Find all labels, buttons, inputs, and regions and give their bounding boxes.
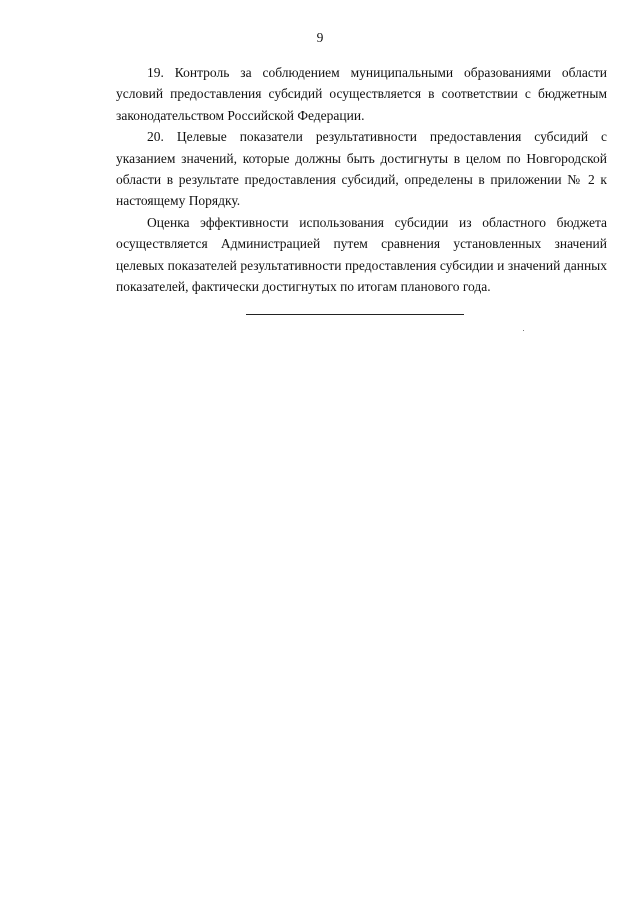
paragraph-19-control: 19. Контроль за соблюдением муниципальными образованиями области условий предоставления субсидий осуществляется в соответствии с бюджетным законодательством Российской Федерации.	[116, 65, 607, 123]
page-number: 9	[316, 30, 324, 45]
end-of-text-separator	[246, 314, 464, 315]
paragraph-efficiency-evaluation: Оценка эффективности использования субсидии из областного бюджета осуществляется Администрацией путем сравнения установленных значений целевых показателей результативности предоставления субсидии и значений данных показателей, фактически достигнутых по итогам планового года.	[116, 214, 607, 295]
document-body	[116, 62, 607, 297]
paragraph-20-target-indicators: 20. Целевые показатели результативности предоставления субсидий с указанием значений, которые должны быть достигнуты в целом по Новгородской области в результате предоставления субсидий, определены в приложении № 2 к настоящему Порядку.	[116, 129, 607, 209]
scan-speck	[523, 330, 524, 331]
